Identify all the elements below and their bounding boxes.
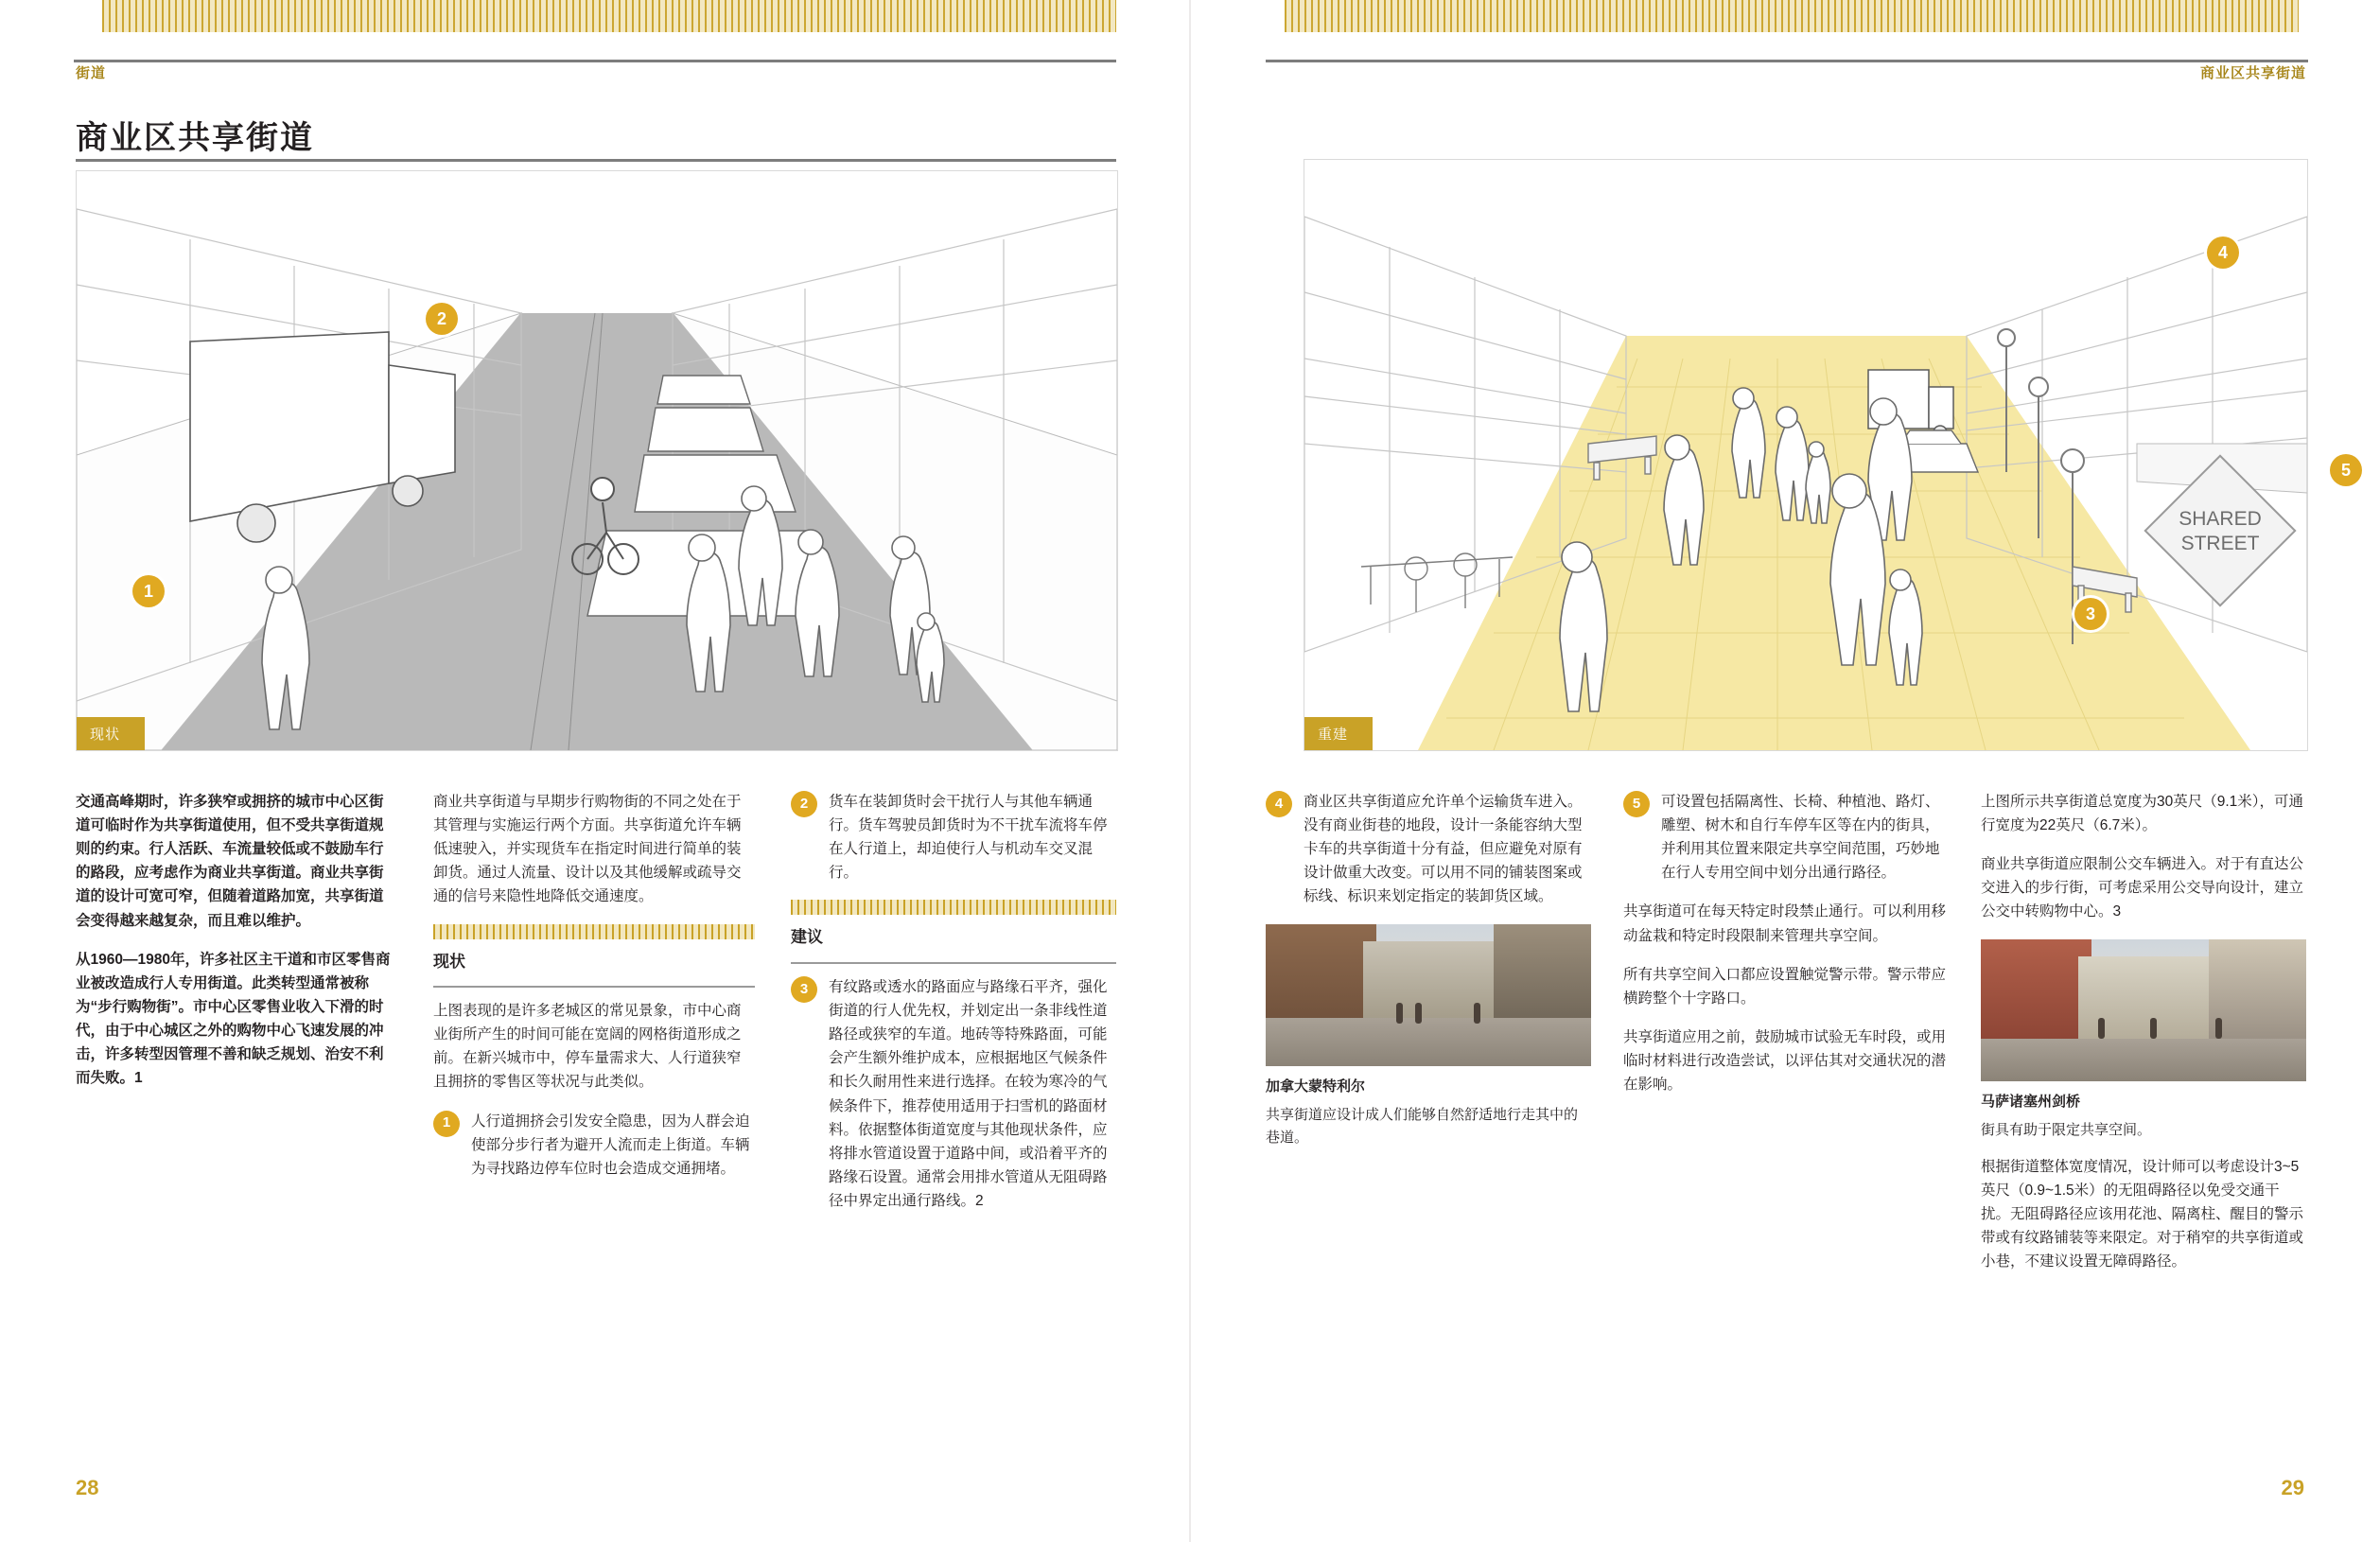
right-page xyxy=(1190,0,2380,1542)
numbered-item-1 xyxy=(433,1110,755,1181)
illustration-existing-condition xyxy=(76,170,1118,751)
section-rule-recommendation xyxy=(791,962,1116,964)
callout-badge-5[interactable]: 5 xyxy=(2330,454,2362,486)
right-column-3 xyxy=(1981,790,2306,1288)
figure-caption-rebuilt: 重建 xyxy=(1304,717,1373,750)
section-hatch-recommendation xyxy=(791,900,1116,915)
item-number-1: 1 xyxy=(433,1111,460,1137)
header-rule-left xyxy=(74,60,1116,62)
left-col1-para-2: 从1960—1980年，许多社区主干道和市区零售商业被改造成行人专用街道。此类转型通常被称为“步行购物街”。市中心区零售业收入下滑的时代，由于中心城区之外的购物中心飞速发展的冲击，许多转型因管理不善和缺乏规划、治安不利而失败。1 xyxy=(76,951,391,1087)
left-column-2 xyxy=(433,790,755,1196)
item-number-2: 2 xyxy=(791,791,817,817)
street-perspective-drawing-shared xyxy=(1304,160,2307,750)
right-col2-para-4: 共享街道应用之前，鼓励城市试验无车时段，或用临时材料进行改造尝试，以评估其对交通状况的潜在影响。 xyxy=(1623,1028,1947,1094)
right-col2-para-3: 所有共享空间入口都应设置触觉警示带。警示带应横跨整个十字路口。 xyxy=(1623,966,1947,1007)
photo-desc-cambridge: 街具有助于限定共享空间。 xyxy=(1981,1121,2152,1138)
right-col3-para-1: 上图所示共享街道总宽度为30英尺（9.1米），可通行宽度为22英尺（6.7米）。 xyxy=(1981,794,2304,834)
left-col2-intro: 商业共享街道与早期步行购物街的不同之处在于其管理与实施运行两个方面。共享街道允许车辆低速驶入，并实现货车在指定时间进行简单的装卸货。通过人流量、设计以及其他缓解或疏导交通的信号来隐性地降低交通速度。 xyxy=(433,794,742,905)
numbered-item-2 xyxy=(791,790,1116,885)
header-rule-right xyxy=(1266,60,2308,62)
title-rule xyxy=(76,159,1116,162)
svg-text:SHARED: SHARED xyxy=(2179,508,2262,530)
section-rule-existing xyxy=(433,986,755,988)
item-text-2: 货车在装卸货时会干扰行人与其他车辆通行。货车驾驶员卸货时为不干扰车流将车停在人行道上，却迫使行人与机动车交叉混行。 xyxy=(829,794,1108,882)
left-col1-para-1: 交通高峰期时，许多狭窄或拥挤的城市中心区街道可临时作为共享街道使用，但不受共享街道规则的约束。行人活跃、车流量较低或不鼓励车行的路段，应考虑作为商业共享街道。商业共享街道的设计可宽可窄，但随着道路加宽，共享街道会变得越来越复杂，而且难以维护。 xyxy=(76,794,384,929)
header-hatch-band-right xyxy=(1285,0,2299,32)
running-head-right: 商业区共享街道 xyxy=(2199,65,2306,81)
right-column-2 xyxy=(1623,790,1949,1112)
illustration-redesigned-condition xyxy=(1304,159,2308,751)
right-col2-para-2: 共享街道可在每天特定时段禁止通行。可以利用移动盆栽和特定时段限制来管理共享空间。 xyxy=(1623,903,1947,944)
section-hatch-existing xyxy=(433,924,755,939)
figure-caption-existing: 现状 xyxy=(77,717,145,750)
item-text-5: 可设置包括隔离性、长椅、种植池、路灯、雕塑、树木和自行车停车区等在内的街具，并利用其位置来限定共享空间范围，巧妙地在行人专用空间中划分出通行路径。 xyxy=(1661,794,1940,882)
numbered-item-5 xyxy=(1623,790,1949,885)
left-column-3 xyxy=(791,790,1116,1228)
page-title: 商业区共享街道 xyxy=(76,120,314,156)
photo-caption-montreal: 加拿大蒙特利尔 xyxy=(1266,1078,1366,1095)
header-hatch-band-left xyxy=(102,0,1116,32)
item-text-4: 商业区共享街道应允许单个运输货车进入。没有商业街巷的地段，设计一条能容纳大型卡车的共享街道十分有益，但应避免对原有设计做重大改变。可以用不同的铺装图案或标线、标识来划定指定的装卸货区域。 xyxy=(1304,794,1583,905)
svg-text:STREET: STREET xyxy=(2180,533,2260,554)
numbered-item-4 xyxy=(1266,790,1591,909)
item-number-4: 4 xyxy=(1266,791,1292,817)
photo-montreal xyxy=(1266,924,1591,1066)
callout-badge-3[interactable]: 3 xyxy=(2074,598,2107,630)
running-head-left: 街道 xyxy=(76,65,107,81)
photo-cambridge xyxy=(1981,939,2306,1081)
callout-badge-4[interactable]: 4 xyxy=(2207,237,2239,269)
section-heading-existing: 现状 xyxy=(433,952,465,971)
item-number-5: 5 xyxy=(1623,791,1650,817)
photo-desc-montreal: 共享街道应设计成人们能够自然舒适地行走其中的巷道。 xyxy=(1266,1106,1579,1146)
callout-badge-1[interactable]: 1 xyxy=(132,575,165,607)
right-col3-para-2: 商业共享街道应限制公交车辆进入。对于有直达公交进入的步行街，可考虑采用公交导向设计，建立公交中转购物中心。3 xyxy=(1981,856,2304,920)
section-heading-recommendation: 建议 xyxy=(791,928,823,947)
right-col3-para-3: 根据街道整体宽度情况，设计师可以考虑设计3~5英尺（0.9~1.5米）的无阻碍路径以免受交通干扰。无阻碍路径应该用花池、隔离柱、醒目的警示带或有纹路铺装等来限定。对于稍窄的共享街道或小巷，不建议设置无障碍路径。 xyxy=(1981,1158,2304,1270)
street-perspective-drawing-existing xyxy=(77,171,1117,750)
item-text-1: 人行道拥挤会引发安全隐患，因为人群会迫使部分步行者为避开人流而走上街道。车辆为寻找路边停车位时也会造成交通拥堵。 xyxy=(471,1113,750,1177)
numbered-item-3 xyxy=(791,975,1116,1213)
page-number-left: 28 xyxy=(76,1476,99,1499)
item-number-3: 3 xyxy=(791,976,817,1003)
left-column-1 xyxy=(76,790,397,1105)
item-text-3: 有纹路或透水的路面应与路缘石平齐，强化街道的行人优先权，并划定出一条非线性道路径或狭窄的车道。地砖等特殊路面，可能会产生额外维护成本，应根据地区气候条件和长久耐用性来进行选择。在较为寒冷的气候条件下，推荐使用适用于扫雪机的路面材料。依据整体街道宽度与其他现状条件，应将排水管道设置于道路中间，或沿着平齐的路缘石设置。通常会用排水管道从无阻碍路径中界定出通行路线。2 xyxy=(829,978,1108,1209)
page-number-right: 29 xyxy=(2281,1476,2304,1499)
left-col2-body: 上图表现的是许多老城区的常见景象，市中心商业街所产生的时间可能在宽阔的网格街道形成之前。在新兴城市中，停车量需求大、人行道狭窄且拥挤的零售区等状况与此类似。 xyxy=(433,1003,742,1091)
callout-badge-2[interactable]: 2 xyxy=(426,303,458,335)
photo-caption-cambridge: 马萨诸塞州剑桥 xyxy=(1981,1093,2081,1110)
right-column-1 xyxy=(1266,790,1591,1163)
